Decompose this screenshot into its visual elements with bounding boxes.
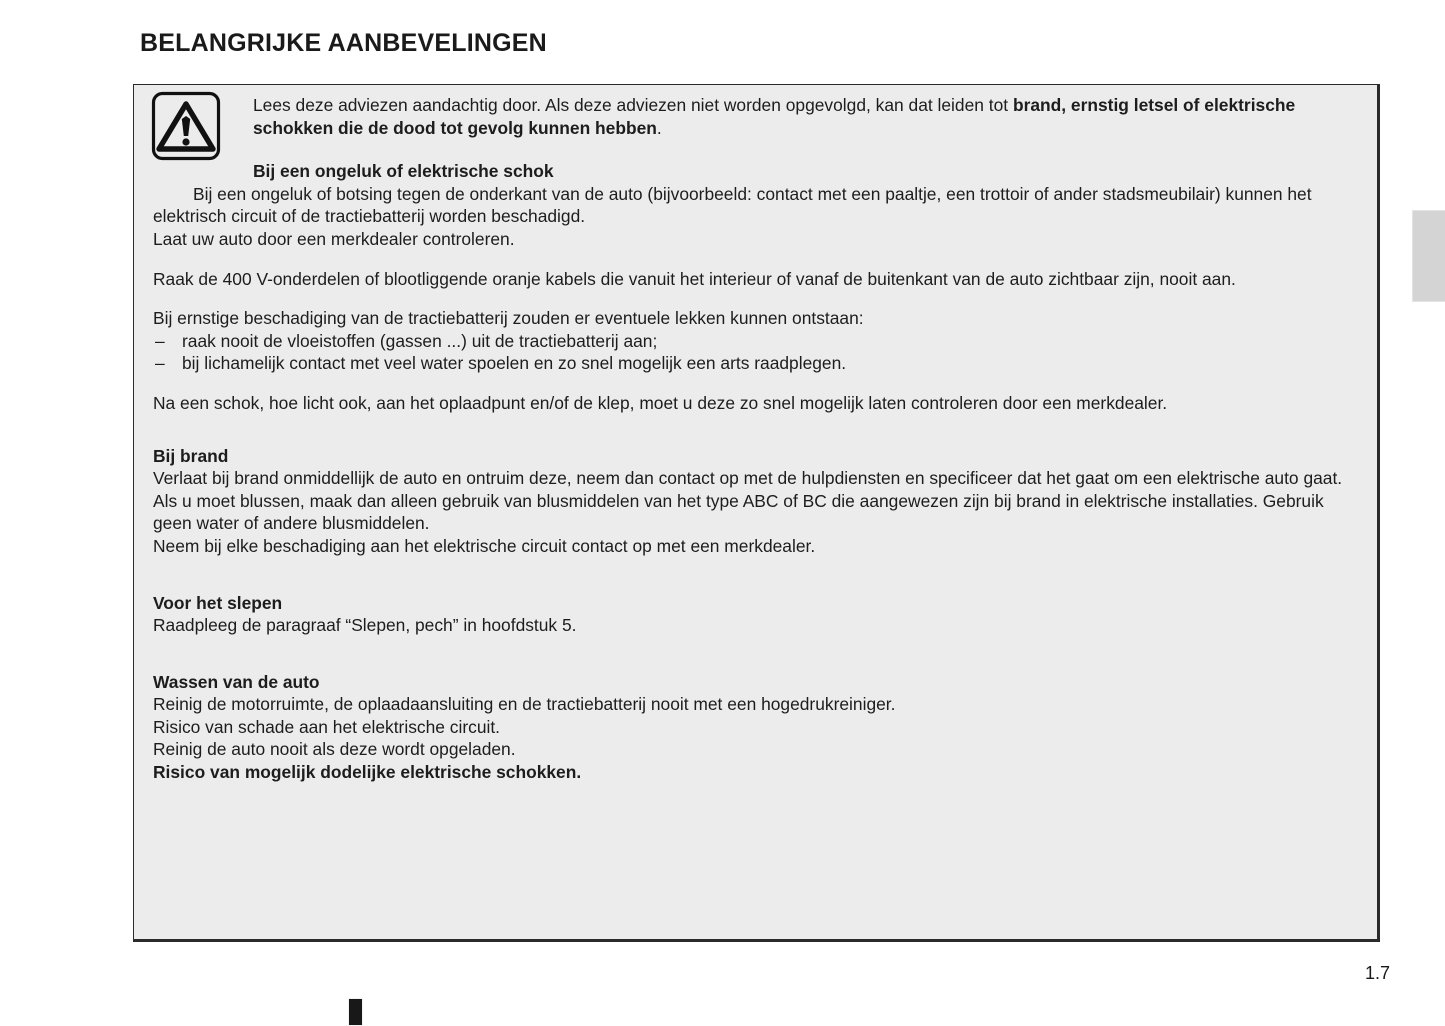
footer-print-marker [348, 998, 363, 1026]
leak-list [153, 330, 1363, 375]
intro-text-before: Lees deze adviezen aandachtig door. Als deze adviezen niet worden opgevolgd, kan dat leiden tot [253, 95, 1013, 115]
chapter-tab-marker [1412, 210, 1445, 302]
intro-text-after: . [656, 117, 662, 138]
page-number: 1.7 [1364, 963, 1390, 983]
section-heading-accident: Bij een ongeluk of elektrische schok [253, 161, 554, 182]
paragraph-shock: Na een schok, hoe licht ook, aan het oplaadpunt en/of de klep, moet u deze zo snel mogelijk laten controleren door een merkdealer. [153, 392, 1168, 413]
dash-bullet-icon: – [155, 330, 165, 351]
list-item-text: raak nooit de vloeistoffen (gassen ...) uit de tractiebatterij aan; [182, 330, 658, 351]
section-heading-fire: Bij brand [153, 445, 229, 466]
list-item [153, 330, 1363, 353]
towing-paragraph-1: Raadpleeg de paragraaf “Slepen, pech” in hoofdstuk 5. [153, 615, 577, 636]
list-item [153, 352, 1363, 375]
list-item-text: bij lichamelijk contact met veel water spoelen en zo snel mogelijk een arts raadplegen. [182, 353, 847, 374]
section-heading-washing: Wassen van de auto [153, 671, 320, 692]
accident-paragraph-1: Bij een ongeluk of botsing tegen de onderkant van de auto (bijvoorbeeld: contact met een paaltje, een trottoir of ander stadsmeubilair) kunnen het elektrisch circuit of de tractiebatterij worden beschadigd. [153, 183, 1312, 227]
warning-content-box [133, 84, 1380, 942]
washing-paragraph-2: Risico van schade aan het elektrische circuit. [153, 716, 501, 737]
accident-paragraph-2: Laat uw auto door een merkdealer controleren. [153, 228, 515, 249]
intro-paragraph [253, 94, 1363, 139]
washing-paragraph-4: Risico van mogelijk dodelijke elektrische schokken. [153, 762, 582, 783]
fire-paragraph-3: Neem bij elke beschadiging aan het elektrische circuit contact op met een merkdealer. [153, 535, 816, 556]
washing-paragraph-1: Reinig de motorruimte, de oplaadaansluiting en de tractiebatterij nooit met een hogedrukreiniger. [153, 694, 896, 715]
paragraph-400v: Raak de 400 V-onderdelen of blootliggende oranje kabels die vanuit het interieur of vanaf de buitenkant van de auto zichtbaar zijn, nooit aan. [153, 268, 1236, 289]
fire-paragraph-2: Als u moet blussen, maak dan alleen gebruik van blusmiddelen van het type ABC of BC die aangewezen zijn bij brand in elektrische installaties. Gebruik geen water of andere blusmiddelen. [153, 490, 1324, 534]
intro-text-bold: brand, ernstig letsel of elektrische schokken die de dood tot gevolg kunnen hebben [253, 95, 1296, 138]
section-heading-towing: Voor het slepen [153, 592, 283, 613]
page-title: BELANGRIJKE AANBEVELINGEN [140, 29, 547, 57]
washing-paragraph-3: Reinig de auto nooit als deze wordt opgeladen. [153, 739, 516, 760]
fire-paragraph-1: Verlaat bij brand onmiddellijk de auto en ontruim deze, neem dan contact op met de hulpdiensten en specificeer dat het gaat om een elektrische auto gaat. [153, 468, 1343, 489]
dash-bullet-icon: – [155, 353, 165, 374]
leak-intro-paragraph: Bij ernstige beschadiging van de tractiebatterij zouden er eventuele lekken kunnen ontstaan: [153, 308, 864, 329]
